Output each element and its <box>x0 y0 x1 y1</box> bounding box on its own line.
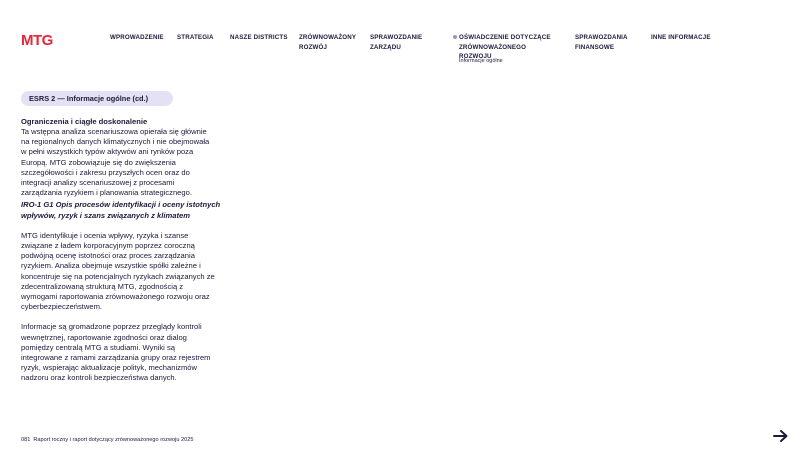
nav-item-sprawozdania-finansowe[interactable]: SPRAWOZDANIA FINANSOWE <box>575 34 628 51</box>
page-footer <box>21 437 193 443</box>
report-title: Raport roczny i raport dotyczący zrównoważonego rozwoju 2025 <box>33 437 194 443</box>
nav-item-inne-informacje[interactable]: INNE INFORMACJE <box>651 34 711 41</box>
main-content <box>21 117 236 384</box>
page-number: 081 <box>21 437 31 443</box>
heading-limitations: Ograniczenia i ciągłe doskonalenie <box>21 117 148 126</box>
nav-item-strategia[interactable]: STRATEGIA <box>177 34 214 41</box>
svg-text:MTG: MTG <box>21 32 53 48</box>
active-indicator-dot <box>453 35 457 39</box>
nav-item-sprawozdanie-zarzadu[interactable]: SPRAWOZDANIE ZARZĄDU <box>370 34 423 51</box>
section-tag: ESRS 2 — Informacje ogólne (cd.) <box>21 91 173 106</box>
paragraph-identification: MTG identyfikuje i ocenia wpływy, ryzyka i szanse związane z ładem korporacyjnym poprzez coroczną podwójną ocenę istotności oraz proces zarządzania ryzykiem. Analiza obejmuje wszystkie spółki zależne i koncentruje się na potencjalnych ryzykach związanych ze zdecentralizowaną strukturą MTG, zgodnością z wymogami raportowania zrównoważonego rozwoju oraz cyberbezpieczeństwem. <box>21 230 215 312</box>
arrow-right-icon[interactable] <box>773 429 789 443</box>
mtg-logo[interactable] <box>21 32 57 48</box>
nav-item-wprowadzenie[interactable]: WPROWADZENIE <box>110 34 164 41</box>
nav-item-oswiadczenie-active[interactable]: OŚWIADCZENIE DOTYCZĄCE ZRÓWNOWAŻONEGO ROZWOJU <box>453 33 551 62</box>
heading-iro1: IRO-1 G1 Opis procesów identyfikacji i oceny istotnych wpływów, ryzyk i szans związanych z klimatem <box>21 200 221 220</box>
nav-item-nasze-districts[interactable]: NASZE DISTRICTS <box>230 34 288 41</box>
paragraph-information-gathering: Informacje są gromadzone poprzez przeglądy kontroli wewnętrznej, raportowanie zgodności oraz dialog pomiędzy centralą MTG a studiami. Wyniki są integrowane z ramami zarządzania grupy oraz rejestrem ryzyk, wspierając aktualizacje polityk, mechanizmów nadzoru oraz kontroli bezpieczeństwa danych. <box>21 322 211 383</box>
nav-subitem-informacje-ogolne[interactable]: Informacje ogólne <box>459 58 503 64</box>
nav-item-zrownowazony-rozwoj[interactable]: ZRÓWNOWAŻONY ROZWÓJ <box>299 34 357 51</box>
paragraph-limitations: Ta wstępna analiza scenariuszowa opierała się głównie na regionalnych danych klimatycznych i nie obejmowała w pełni wszystkich typów aktywów ani rynków poza Europą. MTG zobowiązuje się do zwiększenia szczegółowości i zakresu przyszłych ocen oraz do integracji analizy scenariuszowej z procesami zarządzania ryzykiem i planowania strategicznego. <box>21 127 210 198</box>
